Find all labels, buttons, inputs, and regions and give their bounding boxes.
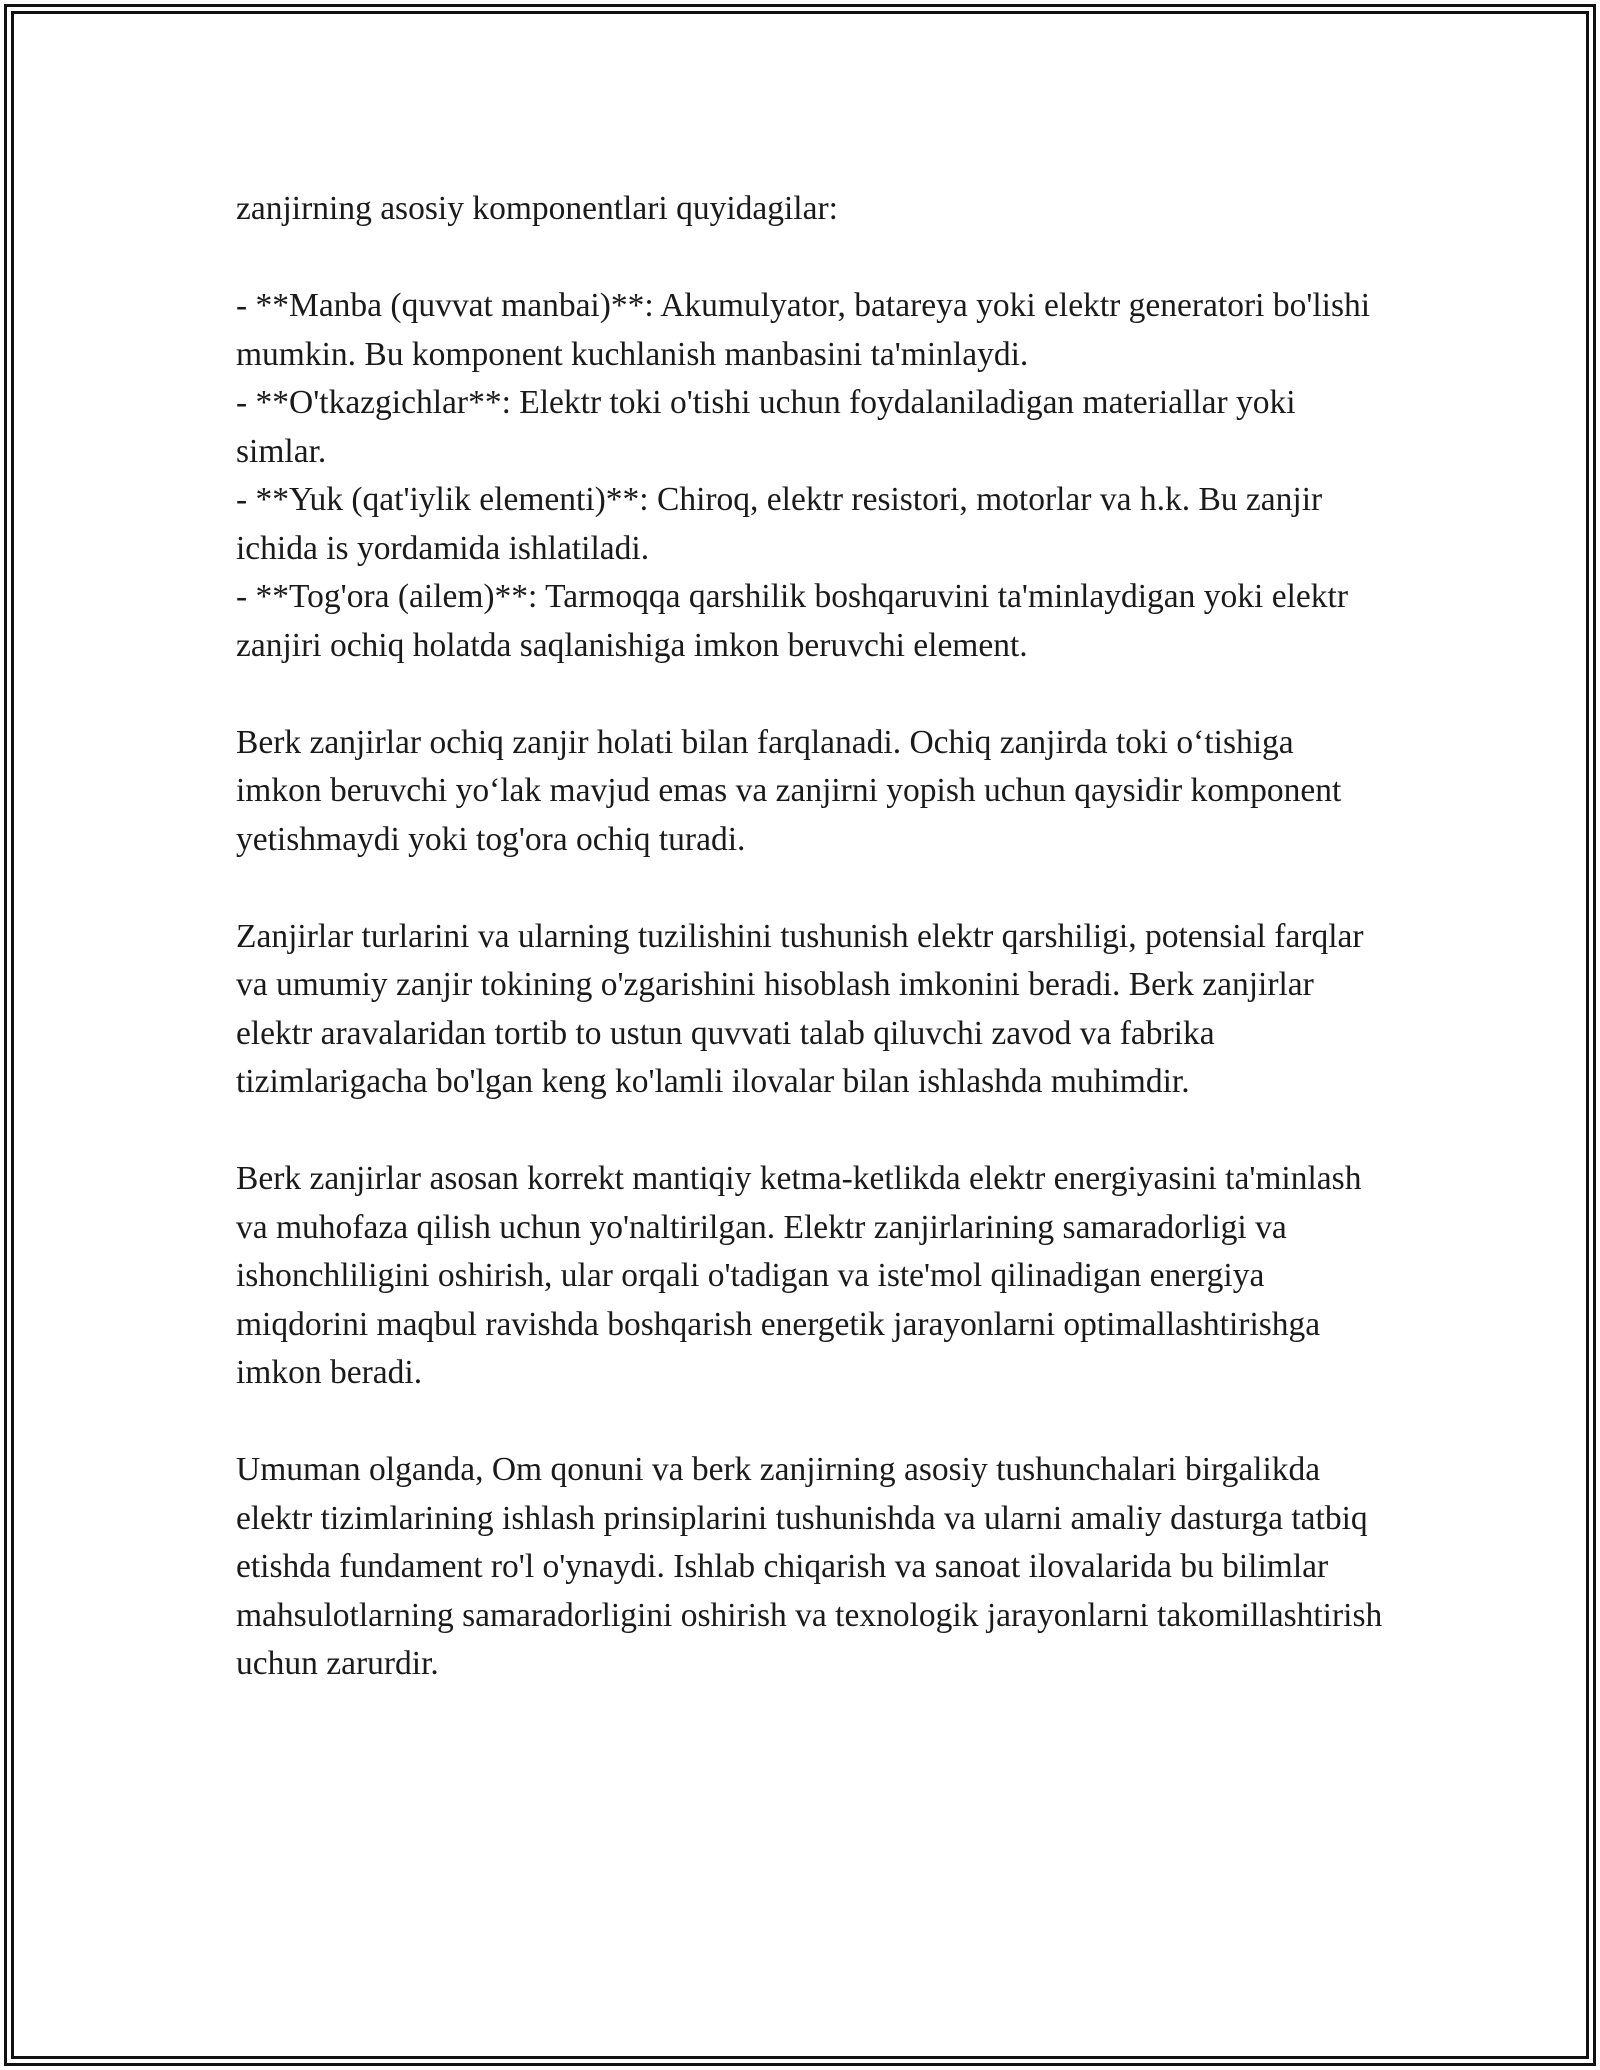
list-item-source: - **Manba (quvvat manbai)**: Akumulyator, batareya yoki elektr generatori bo'lishi mumkin. Bu komponent kuchlanish manbasini ta'minlaydi. [236,287,1371,373]
document-body [236,185,1386,1737]
intro-text: zanjirning asosiy komponentlari quyidagilar: [236,190,838,227]
paragraph-open-circuit: Berk zanjirlar ochiq zanjir holati bilan farqlanadi. Ochiq zanjirda toki o‘tishiga imkon beruvchi yo‘lak mavjud emas va zanjirni yopish uchun qaysidir komponent yetishmaydi yoki tog'ora ochiq turadi. [236,723,1342,858]
paragraph-conclusion: Umuman olganda, Om qonuni va berk zanjirning asosiy tushunchalari birgalikda elektr tizimlarining ishlash prinsiplarini tushunishda va ularni amaliy dasturga tatbiq etishda fundament ro'l o'ynaydi. Ishlab chiqarish va sanoat ilovalarida bu bilimlar mahsulotlarning samaradorligini oshirish va texnologik jarayonlarni takomillashtirish uchun zarurdir. [236,1451,1383,1682]
list-item-load: - **Yuk (qat'iylik elementi)**: Chiroq, elektr resistori, motorlar va h.k. Bu zanjir ichida is yordamida ishlatiladi. [236,481,1323,567]
list-item-switch: - **Tog'ora (ailem)**: Tarmoqqa qarshilik boshqaruvini ta'minlaydigan yoki elektr zanjiri ochiq holatda saqlanishiga imkon beruvchi element. [236,578,1348,664]
paragraph-energy: Berk zanjirlar asosan korrekt mantiqiy ketma-ketlikda elektr energiyasini ta'minlash va muhofaza qilish uchun yo'naltirilgan. Elektr zanjirlarining samaradorligi va ishonchliligini oshirish, ular orqali o'tadigan va iste'mol qilinadigan energiya miqdorini maqbul ravishda boshqarish energetik jarayonlarni optimallashtirishga imkon beradi. [236,1160,1362,1391]
list-item-conductors: - **O'tkazgichlar**: Elektr toki o'tishi uchun foydalaniladigan materiallar yoki simlar. [236,384,1296,470]
paragraph-circuit-types: Zanjirlar turlarini va ularning tuzilishini tushunish elektr qarshiligi, potensial farqlar va umumiy zanjir tokining o'zgarishini hisoblash imkonini beradi. Berk zanjirlar elektr aravalaridan tortib to ustun quvvati talab qiluvchi zavod va fabrika tizimlarigacha bo'lgan keng ko'lamli ilovalar bilan ishlashda muhimdir. [236,917,1364,1100]
component-list [236,282,1386,670]
